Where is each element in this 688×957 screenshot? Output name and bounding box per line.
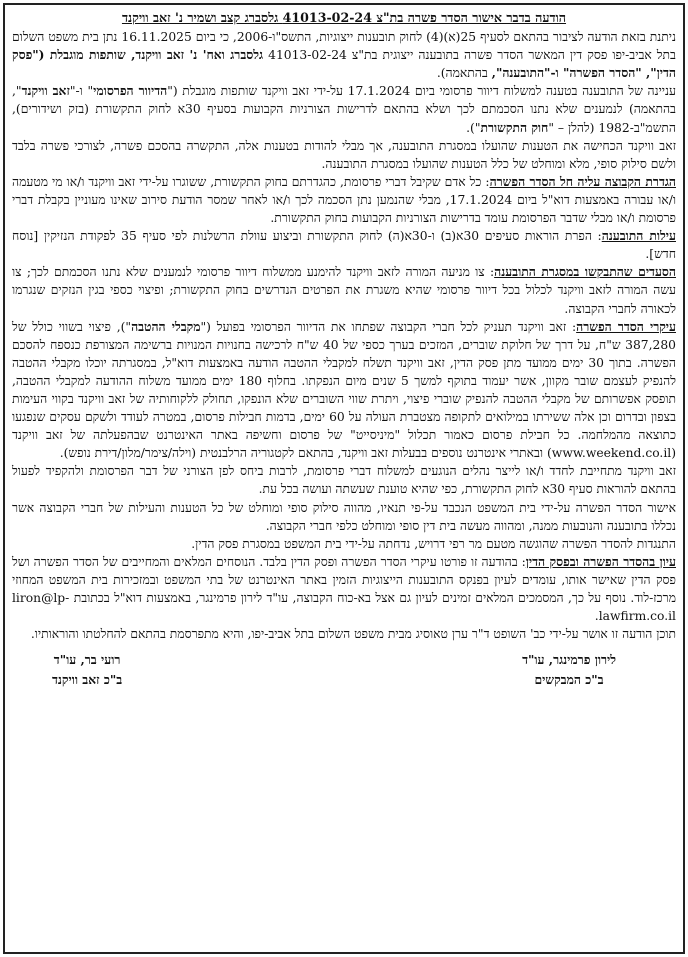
- settlement-terms-text-1: : זאב וויקנד תעניק לכל חברי הקבוצה שפתחו את הדיוור הפרסומי בפועל (": [200, 319, 577, 334]
- term-law: חוק התקשורת: [480, 119, 549, 135]
- claim-text-4: ").: [466, 120, 481, 135]
- class-definition-text: : כל אדם שקיבל דברי פרסומת, כהגדרתם בחוק התקשורת, ששוגרו על-ידי זאב וויקנד ו/או מי מטעמה ו/או עבורה באמצעות דוא"ל ביום 17.1.2024, מבלי שהנמען נתן הסכמה לכך ו/או לאחר שמסר הודעת סירוב שאינו מעוניין בקבלת דברי פרסומת ו/או מבלי שדבר הפרסומת עומד בדרישות הצורניות הקבועות בחוק התקשורת.: [12, 174, 677, 226]
- paragraph-commitment: זאב וויקנד מתחייבת לחדד ו/או לייצר נהלים הנוגעים למשלוח דברי פרסומת, לרבות ביחס לפן הצורני של דבר הפרסומת ולהקפיד לפעול בהתאם להוראות סעיף 30א לחוק התקשורת, כפי שהיא טוענת שעשתה ועושה בכל עת.: [12, 464, 676, 497]
- paragraph-objection: התנגדות להסדר הפשרה שהוגשה מטעם מר רפי דרויש, נדחתה על-ידי בית המשפט במסגרת פסק הדין.: [191, 536, 676, 551]
- paragraph-causes: [12, 227, 676, 263]
- settlement-terms-text-2: "), פיצוי בשווי כולל של 387,280 ש"ח, על דרך של חלוקת שוברים, המזכים בערך כספי של 40 ש"ח לרכישה בחנויות המנויות ברשימה המצורפת כנספח להסכם הפשרה. בתוך 30 ימים ממועד מתן פסק הדין, זאב וויקנד תשלח למקבלי ההטבה הודעה באמצעות דוא"ל, במסגרתה יוכלו מקבלי ההטבה להנפיק לעצמם שובר מקוון, אשר יעמוד בתוקף למשך 5 שנים מיום הנפקתו. בחלוף 180 ימים ממועד משלוח ההודעה למקבלי ההטבה, תופסק אפשרותם של מקבלי ההטבה להנפיק שוברי פיצוי, ויתרת שווי השוברים שלא הונפקו, תחולק ללקוחותיה של זאב וויקנד בקווי העימות בצפון ובדרום וכן אלה ששירתו במילואים לתקופה מצטברת העולה על 60 ימים, בדמות חבילות פרסום, במטרה לעודד ולשקם עסקים שנפגעו כתוצאה מהמלחמה. כל חבילת פרסום כאמור תכלול "מיניסייט" של פרסום וחשיפה באתר האינטרנט שבהפעלתה של זאב וויקנד (www.weekend.co.il) ובאתרי אינטרנט נוספים בבעלות זאב וויקנד, בהתאם לקטגוריה הרלבנטית (וילה/צימר/מלון/דירת נופש).: [12, 319, 677, 461]
- paragraph-intro: [12, 28, 676, 82]
- term-mailing: הדיוור הפרסומי: [93, 83, 168, 99]
- review-text: : בהודעה זו פורטו עיקרי הסדר הפשרה ופסק הדין בלבד. הנוסחים המלאים והמחייבים של הסדר הפשרה ושל פסק הדין שאישר אותו, עומדים לעיון בפנקס התובענות הייצוגיות הזמין באתר האינטרנט של בתי המשפט ובמזכירות בית המשפט המחוזי מרכז-לוד. נוסף על כך, המסמכים המלאים זמינים לעיון גם אצל בא-כוח הקבוצה, עו"ד לירון פרמינגר, באמצעות דוא"ל בכתובת liron@lp-lawfirm.co.il.: [12, 554, 676, 624]
- claim-text-3: ", בהתאמה) לנמענים שלא נתנו הסכמתם לכך ושלא בהתאם לדרישות הצורניות הקבועות בסעיף 30א לחוק התקשורת (בזק ושידורים), התשמ"ב-1982 (להלן – ": [12, 84, 676, 135]
- signature-plaintiffs-role: ב"כ המבקשים: [534, 672, 604, 688]
- signatures: [12, 650, 676, 690]
- intro-text: ניתנת בזאת הודעה לציבור בהתאם לסעיף 25(א)(4) לחוק תובענות ייצוגיות, התשס"ו-2006, כי ביום 16.11.2025 נתן בית משפט השלום בתל אביב-יפו פסק דין המאשר הסדר פשרה בתובענה ייצוגית בת"צ 41013-02-24: [12, 30, 676, 63]
- paragraph-settlement-terms: [12, 318, 676, 463]
- signature-defendant-name: רועי בר, עו"ד: [53, 652, 121, 668]
- paragraph-denial: זאב וויקנד הכחישה את הטענות שהועלו במסגרת התובענה, אך מבלי להודות בטענות אלה, התקשרה בהסכם פשרה, לצורכי פשרה בלבד ולשם סילוק סופי, מלא ומוחלט של כלל הטענות שהועלו במסגרת התובענה.: [12, 138, 676, 171]
- causes-text: : הפרת הוראות סעיפים 30א(ב) ו-30א(ה) לחוק התקשורת וביצוע עוולת הרשלנות לפי סעיף 35 לפקודת הנזיקין [נוסח חדש].: [12, 229, 676, 262]
- legal-notice: [3, 3, 685, 954]
- notice-title: הודעה בדבר אישור הסדר פשרה בת"צ 41013-02-24 גלסברג קצב ושמיר נ' זאב וויקנד: [121, 10, 567, 25]
- paragraph-claim: [12, 82, 676, 136]
- paragraph-finality: אישור הסדר הפשרה על-ידי בית המשפט הנכבד על-פי תנאיו, מהווה סילוק סופי ומוחלט של כל הטענות והעילות של חברי הקבוצה אשר נכללו בתובענה והנובעות ממנה, ומהווה מעשה בית דין סופי ומוחלט כלפי חברי הקבוצה.: [12, 500, 677, 533]
- remedies-heading: הסעדים שהתבקשו במסגרת התובענה: [494, 264, 676, 280]
- signature-plaintiffs: [522, 650, 616, 690]
- term-beneficiaries: מקבלי ההטבה: [131, 318, 201, 334]
- causes-heading: עילות התובענה: [601, 228, 676, 244]
- paragraph-review: [12, 553, 676, 625]
- claim-text-2: " ו-": [69, 84, 94, 99]
- signature-defendant: [52, 650, 122, 690]
- paragraph-remedies: [12, 263, 676, 317]
- claim-text-1: עניינה של התובענה בטענה למשלוח דיוור פרסומי ביום 17.1.2024 על-ידי זאב וויקנד שותפות מוגבלת (": [167, 84, 676, 99]
- settlement-terms-heading: עיקרי הסדר הפשרה: [576, 318, 676, 334]
- review-heading: עיון בהסדר הפשרה ובפסק הדין: [525, 553, 676, 569]
- term-weekend: זאב וויקנד: [21, 83, 70, 99]
- paragraph-approval: תוכן הודעה זו אושר על-ידי כב' השופט ד"ר ערן טאוסיג מבית משפט השלום בתל אביב-יפו, והיא מתפרסמת בהתאם להחלטתו והוראותיו.: [30, 627, 676, 642]
- intro-suffix: בהתאמה).: [436, 66, 492, 81]
- intro-parties: גלסברג ואח' נ' זאב וויקנד, שותפות מוגבלת ("פסק הדין", "הסדר הפשרה" ו-"התובענה",: [12, 47, 676, 81]
- signature-plaintiffs-name: לירון פרמינגר, עו"ד: [522, 652, 616, 668]
- paragraph-class-definition: [12, 173, 676, 227]
- remedies-text: : צו מניעה המורה לזאב וויקנד להימנע ממשלוח דיוור פרסומי לנמענים שלא נתנו הסכמתם לכך; צו עשה המורה לזאב וויקנד לכלול בכל דיוור פרסומי שהיא משגרת את הפרטים הנדרשים בחוק התקשורת; ופיצוי כספי בגין הנזקים שנגרמו לכאורה לחברי הקבוצה.: [12, 265, 676, 316]
- signature-defendant-role: ב"כ זאב וויקנד: [52, 672, 123, 688]
- class-definition-heading: הגדרת הקבוצה עליה חל הסדר הפשרה: [489, 173, 676, 189]
